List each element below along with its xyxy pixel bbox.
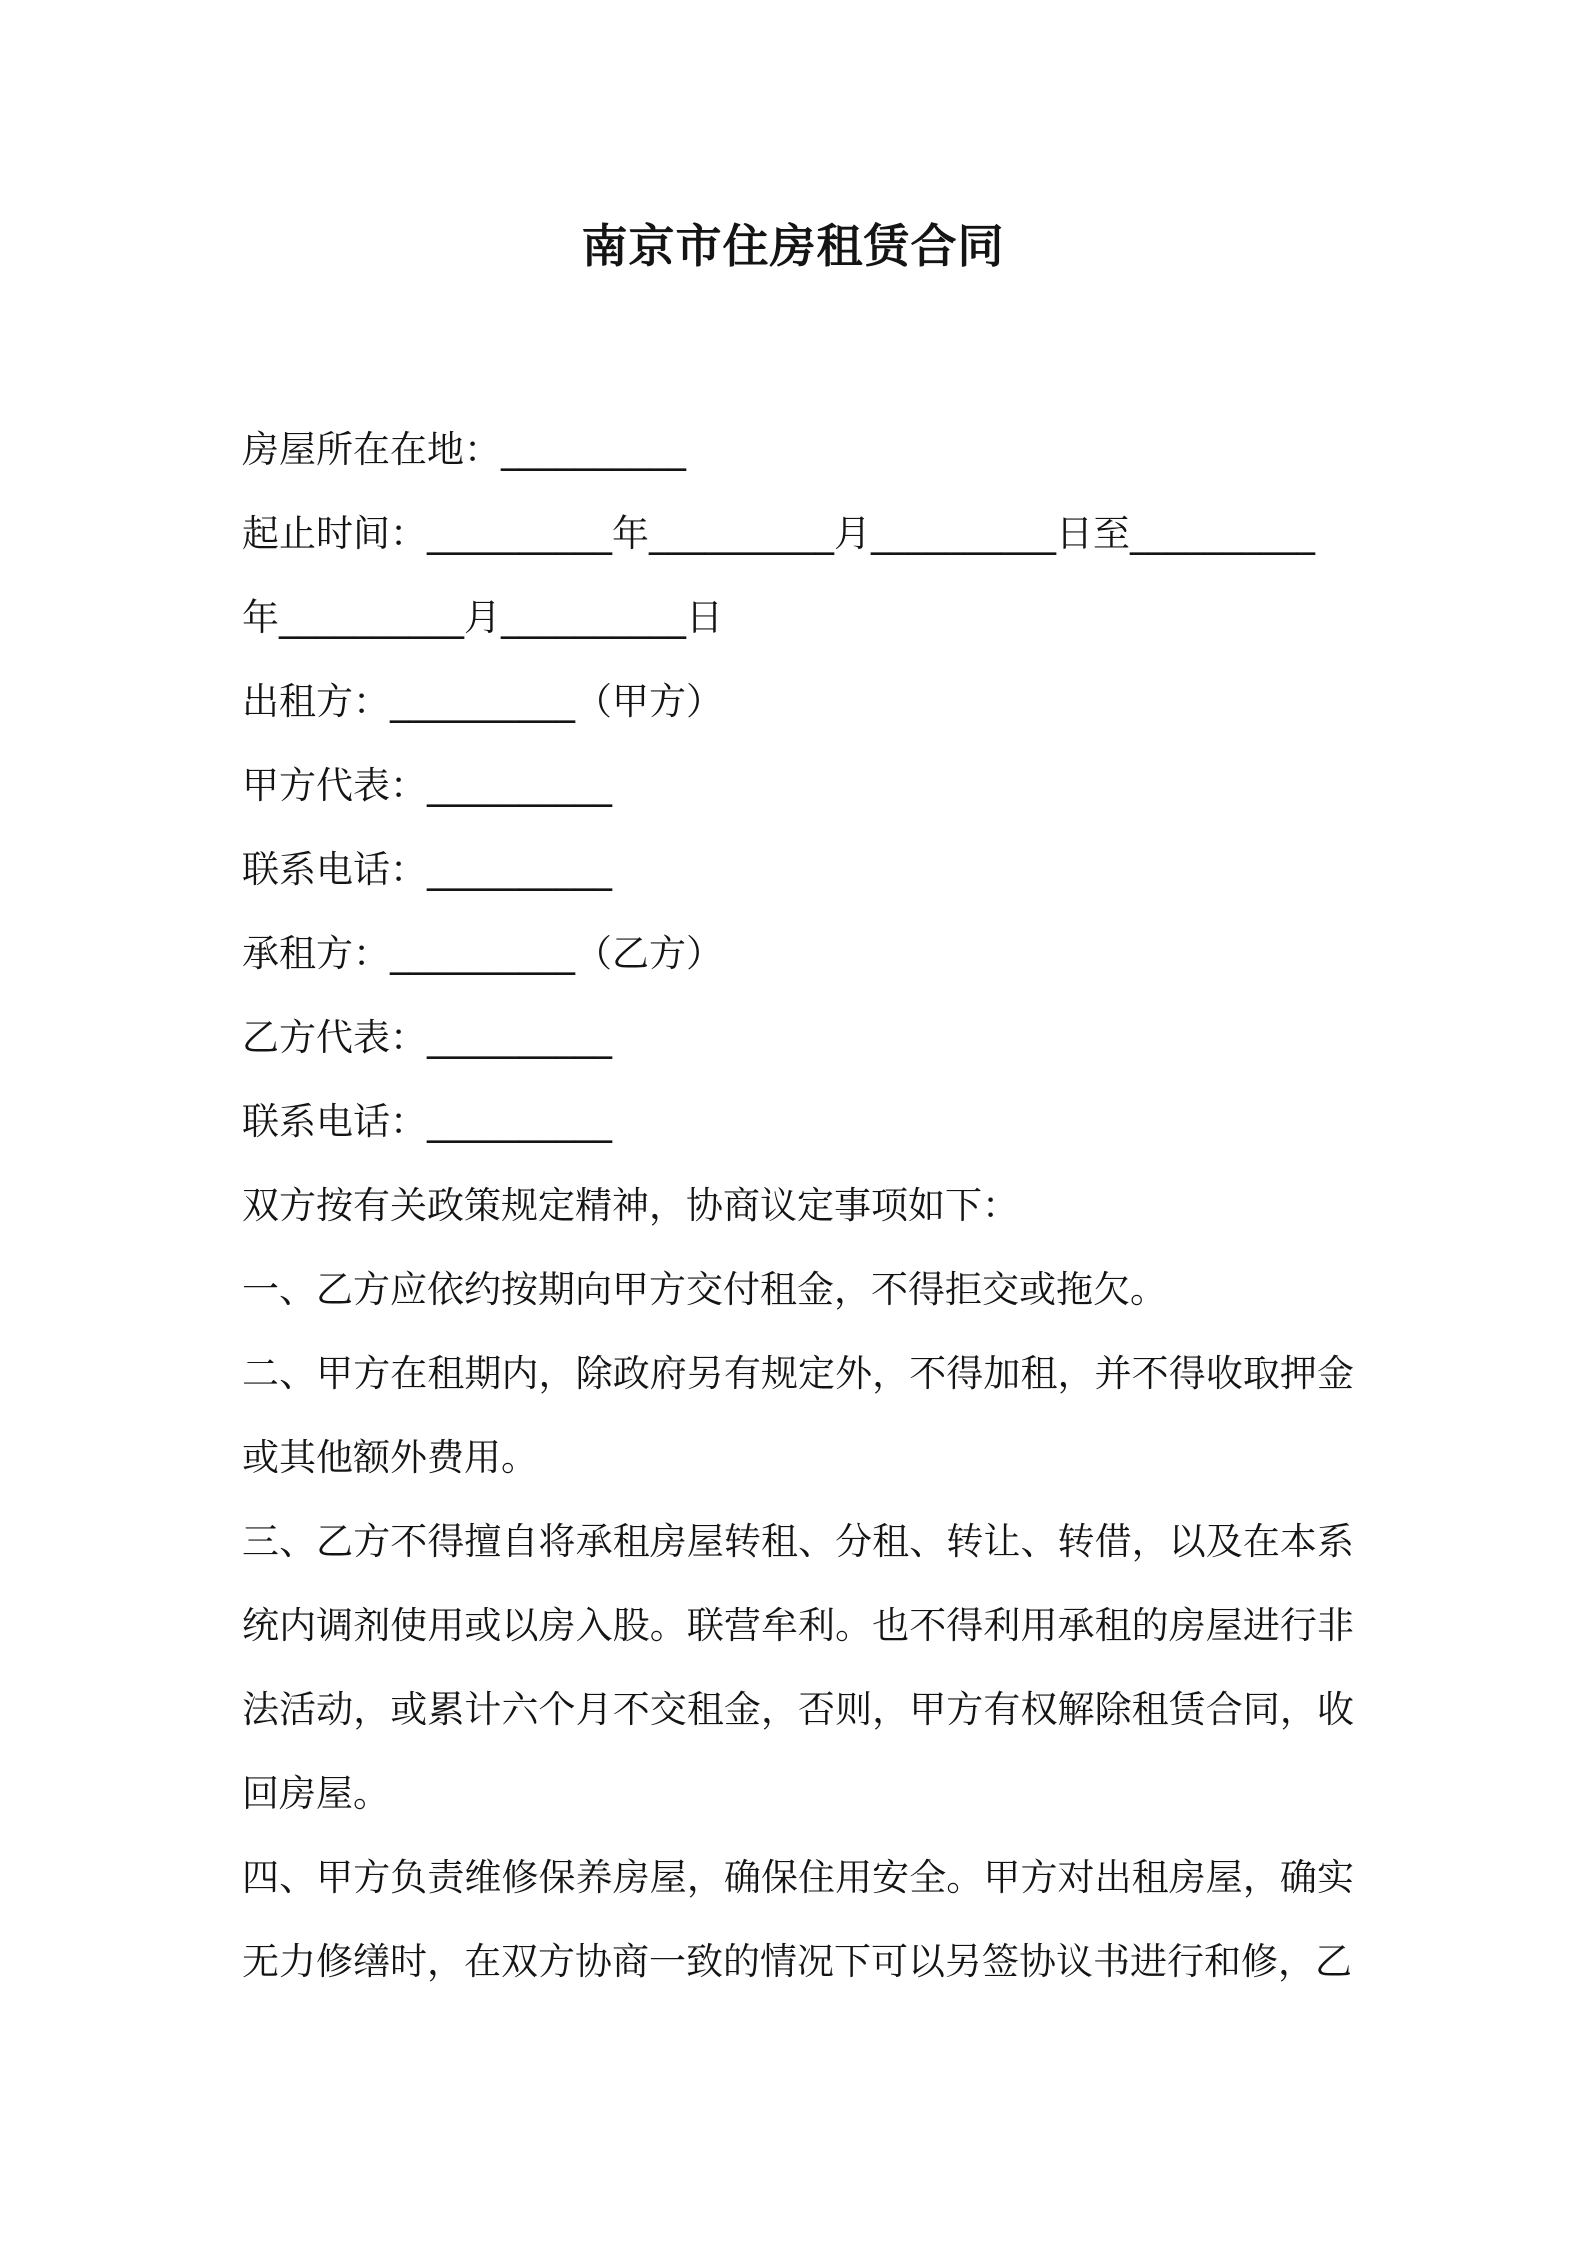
lessor-field: 出租方：__________（甲方） bbox=[242, 680, 723, 723]
lessee-representative-field: 乙方代表：__________ bbox=[242, 1016, 612, 1059]
lessee-field: 承租方：__________（乙方） bbox=[242, 932, 723, 975]
lessor-phone-field: 联系电话：__________ bbox=[242, 848, 612, 891]
lessor-representative-field: 甲方代表：__________ bbox=[242, 764, 612, 807]
clause-3: 三、乙方不得擅自将承租房屋转租、分租、转让、转借，以及在本系统内调剂使用或以房入股。联营牟利。也不得利用承租的房屋进行非法活动，或累计六个月不交租金，否则，甲方有权解除租赁合同，收回房屋。 bbox=[242, 1520, 1354, 1815]
period-field-line-2: 年__________月__________日 bbox=[242, 596, 723, 639]
clause-4: 四、甲方负责维修保养房屋，确保住用安全。甲方对出租房屋，确实无力修缮时，在双方协商一致的情况下可以另签协议书进行和修，乙 bbox=[242, 1856, 1354, 1983]
address-field: 房屋所在在地：__________ bbox=[242, 428, 686, 471]
contract-body bbox=[242, 408, 1354, 2004]
page-title: 南京市住房租赁合同 bbox=[581, 219, 1005, 273]
clause-2: 二、甲方在租期内，除政府另有规定外，不得加租，并不得收取押金或其他额外费用。 bbox=[242, 1352, 1354, 1479]
period-field-line-1: 起止时间：__________年__________月__________日至__________ bbox=[242, 512, 1315, 555]
preamble: 双方按有关政策规定精神，协商议定事项如下： bbox=[242, 1184, 1019, 1227]
lessee-phone-field: 联系电话：__________ bbox=[242, 1100, 612, 1143]
clause-1: 一、乙方应依约按期向甲方交付租金，不得拒交或拖欠。 bbox=[242, 1268, 1167, 1311]
